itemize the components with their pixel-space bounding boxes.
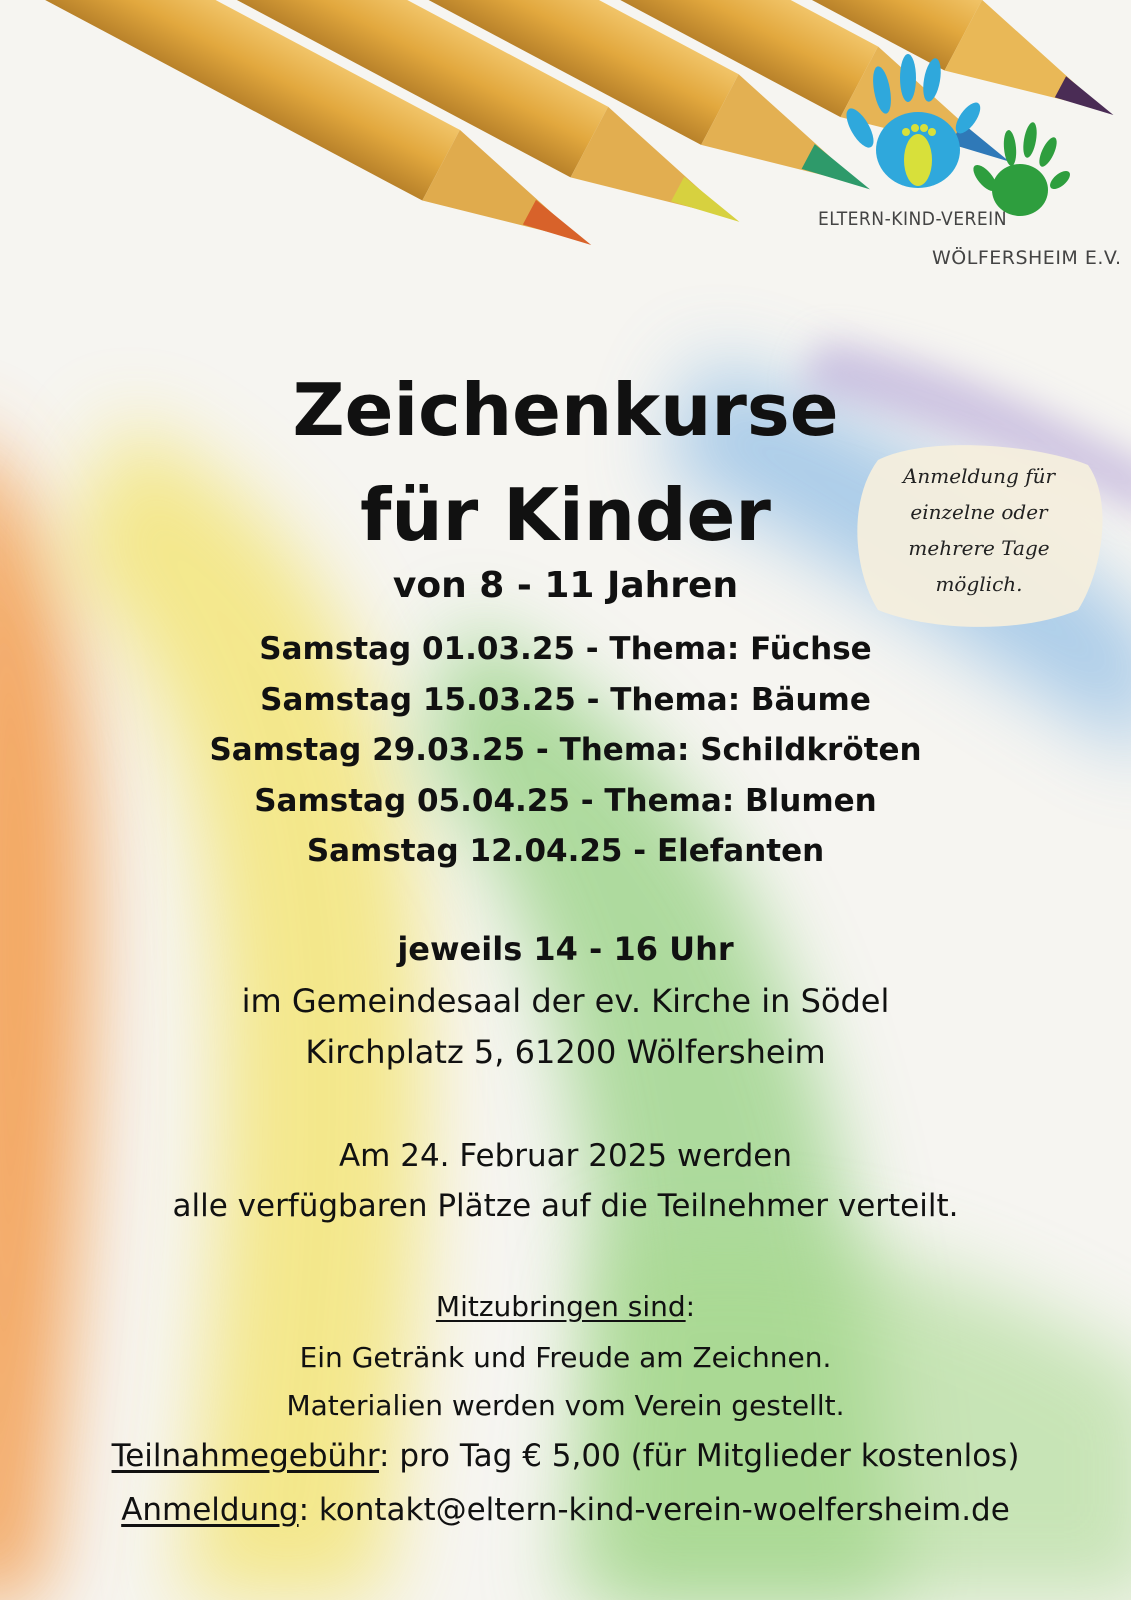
course-date: Samstag 29.03.25 - Thema: Schildkröten [209,732,922,768]
handprints-icon [800,40,1100,280]
course-date: Samstag 15.03.25 - Thema: Bäume [260,681,871,718]
note-line: einzelne oder [910,500,1048,524]
bring-line1: Ein Getränk und Freude am Zeichnen. [299,1341,832,1374]
age-range: von 8 - 11 Jahren [392,565,739,606]
fee-info [0,1438,1131,1474]
registration-email: : kontakt@eltern-kind-verein-woelfersheim.de [298,1492,1010,1528]
bring-heading-colon: : [685,1290,696,1323]
bring-heading [0,1290,1131,1323]
note-line: möglich. [935,572,1023,596]
logo-text-line2: WÖLFERSHEIM E.V. [932,247,1122,269]
fee-text: : pro Tag € 5,00 (für Mitglieder kostenlos) [379,1438,1020,1474]
course-date: Samstag 05.04.25 - Thema: Blumen [254,782,877,819]
registration-info [0,1492,1131,1528]
course-date: Samstag 12.04.25 - Elefanten [306,833,825,869]
course-time: jeweils 14 - 16 Uhr [397,930,734,968]
title-line2: für Kinder [360,473,771,557]
bring-heading-label: Mitzubringen sind [435,1290,686,1323]
course-date: Samstag 01.03.25 - Thema: Füchse [259,631,872,667]
allocation-line1: Am 24. Februar 2025 werden [338,1138,793,1174]
note-line: Anmeldung für [902,464,1056,488]
fee-label: Teilnahmegebühr [111,1438,380,1474]
location-line1: im Gemeindesaal der ev. Kirche in Södel [241,982,890,1020]
allocation-line2: alle verfügbaren Plätze auf die Teilnehmer verteilt. [172,1188,959,1224]
logo-text-line1: ELTERN-KIND-VEREIN [818,208,1007,230]
registration-label: Anmeldung [121,1492,299,1528]
note-line: mehrere Tage [908,536,1050,560]
title-line1: Zeichenkurse [292,368,839,452]
course-dates [0,624,1131,877]
location-line2: Kirchplatz 5, 61200 Wölfersheim [305,1033,826,1071]
bring-line2: Materialien werden vom Verein gestellt. [286,1389,845,1422]
